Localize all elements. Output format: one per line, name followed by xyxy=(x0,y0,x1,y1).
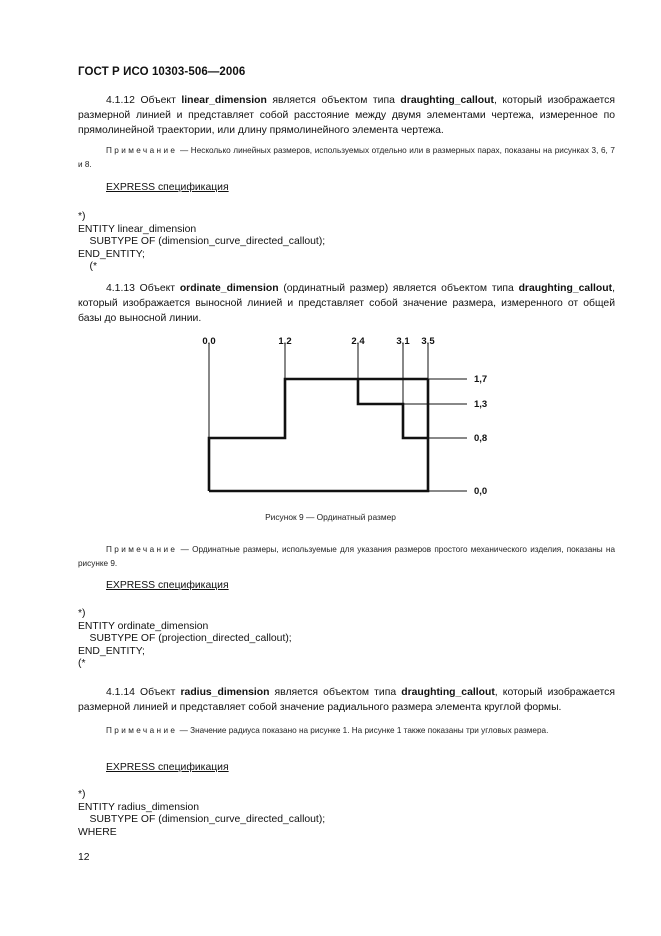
ordinate-label-right: 1,3 xyxy=(474,399,488,410)
express-spec-heading: EXPRESS спецификация xyxy=(106,580,229,591)
code-line: ENTITY ordinate_dimension xyxy=(78,620,209,632)
ordinate-label-right: 1,7 xyxy=(474,374,488,385)
ordinate-label-top: 3,5 xyxy=(421,336,435,347)
text-run: , который изображается выносной линией и представляет собой значение размера, измеренного от общей базы до выносной линии. xyxy=(78,283,615,325)
ordinate-label-top: 0,0 xyxy=(202,336,216,347)
text-run: , который изображается размерной линией и представляет собой расстояние между двумя элементами чертежа, измеренное по прямолинейной траектории, или длину прямолинейного элемента чертежа. xyxy=(78,95,615,137)
text-run: Объект xyxy=(134,283,180,294)
ordinate-label-top: 1,2 xyxy=(278,336,292,347)
text-run: Объект xyxy=(134,95,182,106)
note-text: — Несколько линейных размеров, используемых отдельно или в размерных парах, показаны на рисунках 3, 6, 7 и 8. xyxy=(78,146,615,169)
paragraph-4-1-14 xyxy=(78,685,615,715)
code-line: *) xyxy=(78,211,86,222)
clause-number: 4.1.12 xyxy=(106,95,135,106)
note-label: Примечание xyxy=(106,545,178,554)
express-spec-heading: EXPRESS спецификация xyxy=(106,182,229,193)
text-run: (ординатный размер) является объектом типа xyxy=(278,283,519,294)
ordinate-label-top: 3,1 xyxy=(396,336,410,347)
part-outline xyxy=(209,379,428,491)
note-text: — Значение радиуса показано на рисунке 1. На рисунке 1 также показаны три угловых размера. xyxy=(177,726,549,735)
note-text: — Ординатные размеры, используемые для указания размеров простого механического изделия, показаны на рисунке 9. xyxy=(78,545,615,568)
entity-name: linear_dimension xyxy=(181,95,267,106)
code-block-3 xyxy=(78,789,325,839)
ordinate-label-right: 0,8 xyxy=(474,433,488,444)
express-spec-heading: EXPRESS спецификация xyxy=(106,762,229,773)
ordinate-label-top: 2,4 xyxy=(351,336,365,347)
entity-type: draughting_callout xyxy=(400,95,494,106)
text-run: является объектом типа xyxy=(269,687,402,698)
code-line: WHERE xyxy=(78,826,117,838)
entity-name: ordinate_dimension xyxy=(179,283,279,294)
document-header: ГОСТ Р ИСО 10303-506—2006 xyxy=(78,66,246,78)
code-line: SUBTYPE OF (dimension_curve_directed_callout); xyxy=(78,236,326,248)
code-line: ENTITY linear_dimension xyxy=(78,223,197,235)
text-run: является объектом типа xyxy=(266,95,401,106)
code-line: ENTITY radius_dimension xyxy=(78,801,200,813)
note-3 xyxy=(78,724,615,738)
entity-name: radius_dimension xyxy=(180,687,270,698)
page-number: 12 xyxy=(78,852,90,863)
code-block-2 xyxy=(78,608,292,671)
note-2 xyxy=(78,543,615,570)
text-run: Объект xyxy=(134,687,181,698)
code-line: *) xyxy=(78,789,86,800)
figure-caption: Рисунок 9 — Ординатный размер xyxy=(265,512,396,522)
code-line: SUBTYPE OF (dimension_curve_directed_callout); xyxy=(78,814,326,826)
clause-number: 4.1.14 xyxy=(106,687,135,698)
text-run: , который изображается размерной линией и представляет собой значение радиального размера элемента круглой формы. xyxy=(78,687,615,714)
code-line: END_ENTITY; xyxy=(78,248,145,260)
note-label: Примечание xyxy=(106,146,178,155)
note-label: Примечание xyxy=(106,726,178,735)
part-outline xyxy=(209,379,428,491)
entity-type: draughting_callout xyxy=(518,283,613,294)
clause-number: 4.1.13 xyxy=(106,283,135,294)
part-outline xyxy=(358,379,428,438)
code-line: (* xyxy=(78,658,86,670)
code-line: SUBTYPE OF (projection_directed_callout); xyxy=(78,633,292,645)
code-line: (* xyxy=(78,261,98,273)
ordinate-label-right: 0,0 xyxy=(474,486,488,497)
code-line: *) xyxy=(78,608,86,619)
code-line: END_ENTITY; xyxy=(78,645,145,657)
entity-type: draughting_callout xyxy=(401,687,495,698)
